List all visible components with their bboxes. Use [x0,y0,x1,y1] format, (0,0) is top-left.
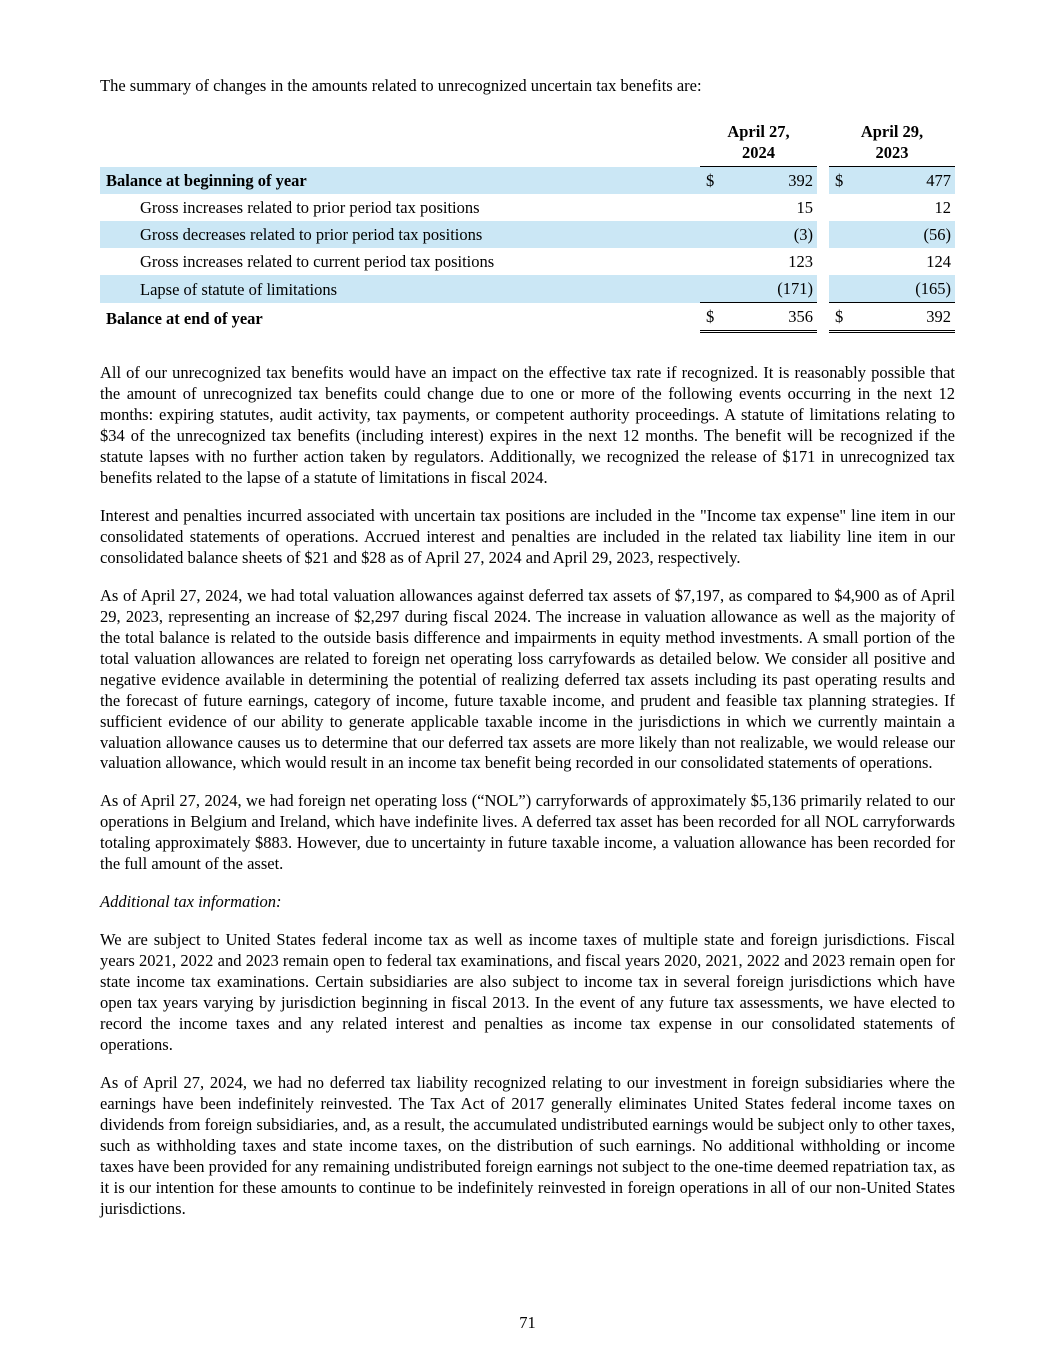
body-paragraph: As of April 27, 2024, we had no deferred tax liability recognized relating to our investment in foreign subsidiaries where the earnings have been indefinitely reinvested. The Tax Act of 2017 generally eliminates United States federal income taxes on dividends from foreign subsidiaries, and, as a result, the accumulated undistributed earnings would be subject only to other taxes, such as withholding taxes and state income taxes, on the distribution of such earnings. No additional withholding or income taxes have been provided for any remaining undistributed foreign earnings not subject to the one-time deemed repatriation tax, as it is our intention for these amounts to continue to be indefinitely reinvested in foreign operations in all of our non-United States jurisdictions. [100,1072,955,1218]
row-label: Balance at beginning of year [100,167,700,195]
body-paragraph: As of April 27, 2024, we had foreign net operating loss (“NOL”) carryforwards of approximately $5,136 primarily related to our operations in Belgium and Ireland, which have indefinite lives. A deferred tax asset has been recorded for all NOL carryforwards totaling approximately $883. However, due to uncertainty in future taxable income, a valuation allowance has been recorded for the full amount of the asset. [100,791,955,874]
dollar-sign: $ [700,303,722,332]
dollar-sign [700,221,722,248]
table-row-total [100,303,955,332]
row-label: Gross increases related to prior period tax positions [140,198,480,218]
body-paragraph: As of April 27, 2024, we had total valuation allowances against deferred tax assets of $7,197, as compared to $4,900 as of April 29, 2023, representing an increase of $2,297 during fiscal 2024. The increase in valuation allowance as well as the majority of the total balance is related to the outside basis difference and impairments in equity method investments. A small portion of the total valuation allowances are related to foreign net operating loss carryfowards as detailed below. We consider all positive and negative evidence available in determining the potential of realizing deferred tax assets including its past operating results and the forecast of future earnings, category of income, future taxable income, and prudent and feasible tax planning strategies. If sufficient evidence of our ability to generate applicable taxable income in the jurisdictions in which we currently maintain a valuation allowance causes us to determine that our deferred tax assets are more likely than not realizable, we would release our valuation allowance, which would result in an income tax benefit being recorded in our consolidated statements of operations. [100,585,955,773]
dollar-sign [829,248,851,275]
section-heading: Additional tax information: [100,892,282,912]
table-header-row [100,122,955,167]
value-2024: (171) [722,275,817,303]
dollar-sign: $ [829,167,851,195]
table-row [100,248,955,275]
column-header-2024-line2: 2024 [742,142,775,162]
dollar-sign [700,248,722,275]
value-2023: 477 [851,167,955,195]
dollar-sign: $ [700,167,722,195]
dollar-sign: $ [829,303,851,332]
column-gap [817,122,829,167]
table-row [100,275,955,303]
dollar-sign [700,194,722,221]
value-2023: (56) [851,221,955,248]
intro-paragraph: The summary of changes in the amounts related to unrecognized uncertain tax benefits are: [100,76,702,95]
column-header-2023-line2: 2023 [875,142,909,162]
value-2024: (3) [722,221,817,248]
dollar-sign [829,275,851,303]
label-column-header [100,122,700,167]
column-gap [817,303,829,332]
column-gap [817,221,829,248]
value-2024: 123 [788,252,813,272]
column-header-2023 [829,122,955,167]
row-label: Gross increases related to current period tax positions [140,252,495,272]
column-gap [817,167,829,195]
value-2023: 12 [934,198,951,218]
column-header-2023-line1: April 29, [860,122,924,141]
row-label: Gross decreases related to prior period tax positions [100,221,700,248]
value-2023: 392 [851,303,955,332]
dollar-sign [829,194,851,221]
body-paragraph: All of our unrecognized tax benefits would have an impact on the effective tax rate if recognized. It is reasonably possible that the amount of unrecognized tax benefits could change due to one or more of the following events occurring in the next 12 months: expiring statutes, audit activity, tax payments, or competent authority proceedings. A statute of limitations relating to $34 of the unrecognized tax benefits (including interest) expires in the next 12 months. The benefit will be recognized if the statute lapses with no further action taken by regulators. Additionally, we recognized the release of $171 in unrecognized tax benefits related to the lapse of a statute of limitations in fiscal 2024. [100,363,955,488]
body-paragraph: Interest and penalties incurred associated with uncertain tax positions are included in the "Income tax expense" line item in our consolidated statements of operations. Accrued interest and penalties are included in the related tax liability line item in our consolidated balance sheets of $21 and $28 as of April 27, 2024 and April 29, 2023, respectively. [100,505,955,567]
page-number: 71 [519,1313,536,1332]
value-2024: 392 [722,167,817,195]
table-row [100,194,955,221]
column-header-2024 [700,122,817,167]
value-2023: (165) [851,275,955,303]
value-2023: 124 [926,252,951,272]
table-row [100,221,955,248]
unrecognized-tax-benefits-table [100,122,955,333]
value-2024: 15 [796,198,813,218]
dollar-sign [700,275,722,303]
column-gap [817,248,829,275]
column-gap [817,194,829,221]
body-paragraph: We are subject to United States federal income tax as well as income taxes of multiple state and foreign jurisdictions. Fiscal years 2021, 2022 and 2023 remain open to federal tax examinations, and fiscal years 2020, 2021, 2022 and 2023 remain open for state income tax examinations. Certain subsidiaries are also subject to income tax in several foreign jurisdictions which have open tax years varying by jurisdiction beginning in fiscal 2013. In the event of any future tax assessments, we have elected to record the income taxes and any related interest and penalties as income tax expense in our consolidated statements of operations. [100,930,955,1054]
dollar-sign [829,221,851,248]
row-label: Lapse of statute of limitations [100,275,700,303]
value-2024: 356 [722,303,817,332]
row-label: Balance at end of year [106,308,263,328]
table-row [100,167,955,195]
column-gap [817,275,829,303]
column-header-2024-line1: April 27, [727,122,790,141]
